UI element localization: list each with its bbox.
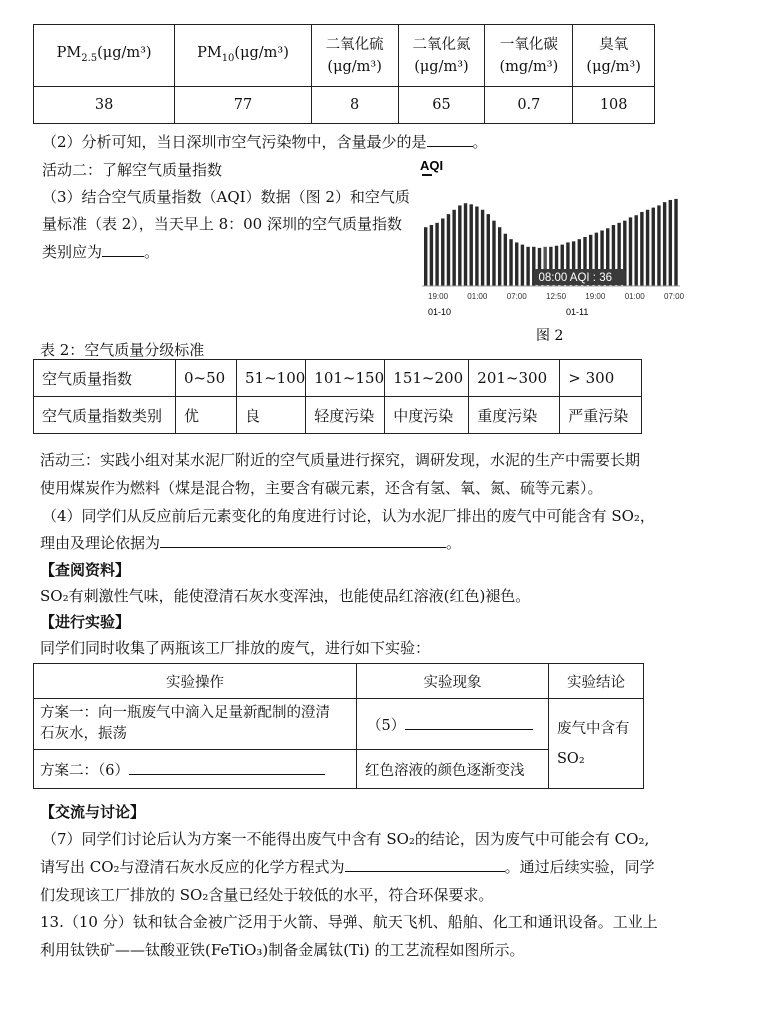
- header-o3: 臭氧 (μg/m³): [573, 25, 655, 87]
- pollutant-table: [33, 24, 655, 124]
- question-3-line1: （3）结合空气质量指数（AQI）数据（图 2）和空气质: [42, 188, 410, 206]
- chart-bar: [458, 205, 461, 286]
- chart-bar: [657, 205, 660, 286]
- x-tick-label: 07:00: [506, 292, 527, 301]
- table-header-row: [34, 664, 644, 699]
- question-4-line1: （4）同学们从反应前后元素变化的角度进行讨论，认为水泥厂排出的废气中可能含有 SO₂，: [42, 507, 655, 525]
- table-header-row: [34, 25, 655, 87]
- header-pm25: $PM_{2.5}(\mu g/m^3)$: [34, 25, 175, 87]
- plan-1-cell: 方案一：向一瓶废气中滴入足量新配制的澄清 石灰水，振荡: [34, 699, 357, 750]
- question-7-line1: （7）同学们讨论后认为方案一不能得出废气中含有 SO₂的结论，因为废气中可能会有 CO₂,: [42, 830, 650, 848]
- value-co: 0.7: [485, 87, 573, 124]
- conclusion-cell: 废气中含有 SO₂: [549, 699, 644, 789]
- table-cell: 空气质量指数类别: [34, 397, 176, 434]
- header-co: 一氧化碳 (mg/m³): [485, 25, 573, 87]
- answer-blank-6[interactable]: [129, 760, 325, 775]
- answer-blank-5[interactable]: [405, 715, 533, 730]
- table-cell: 空气质量指数: [34, 360, 176, 397]
- activity-2-heading: 活动二：了解空气质量指数: [42, 161, 223, 179]
- value-pm25: 38: [34, 87, 175, 124]
- answer-5-cell: （5）: [357, 699, 549, 750]
- chart-bar: [424, 227, 427, 286]
- activity-3-line2: 使用煤炭作为燃料（煤是混合物，主要含有碳元素，还含有氢、氧、氮、硫等元素）。: [40, 479, 603, 497]
- chart-bar: [498, 227, 501, 286]
- chart-tooltip: [533, 269, 625, 285]
- chart-bar: [629, 217, 632, 286]
- question-4-line2: 理由及理论依据为 。: [40, 534, 462, 552]
- date-label-0111: 01-11: [566, 307, 589, 317]
- header-no2: 二氧化氮 (μg/m³): [398, 25, 485, 87]
- table-2-title: 表 2：空气质量分级标准: [40, 341, 205, 359]
- table-cell: 严重污染: [560, 397, 642, 434]
- aqi-standard-table: [33, 359, 642, 434]
- chart-bar: [646, 210, 649, 286]
- answer-blank-4[interactable]: [160, 533, 446, 548]
- chart-bar: [470, 204, 473, 286]
- x-tick-label: 01:00: [467, 292, 488, 301]
- value-no2: 65: [398, 87, 485, 124]
- table-row: [34, 87, 655, 124]
- chart-bar: [526, 247, 529, 286]
- chart-bar: [487, 214, 490, 286]
- header-so2: 二氧化硫 (μg/m³): [311, 25, 398, 87]
- activity-3-line1: 活动三：实践小组对某水泥厂附近的空气质量进行探究，调研发现，水泥的生产中需要长期: [40, 451, 641, 469]
- chart-bar: [492, 221, 495, 286]
- x-tick-label: 19:00: [428, 292, 449, 301]
- date-label-0110: 01-10: [428, 307, 452, 317]
- reference-text: SO₂有刺激性气味，能使澄清石灰水变浑浊，也能使品红溶液(红色)褪色。: [40, 587, 531, 605]
- chart-bar: [435, 223, 438, 286]
- chart-bar: [475, 207, 478, 286]
- table-cell: 51~100: [237, 360, 306, 397]
- experiment-table: [33, 663, 644, 789]
- header-conclusion: 实验结论: [549, 664, 644, 699]
- experiment-text: 同学们同时收集了两瓶该工厂排放的废气，进行如下实验：: [40, 639, 431, 657]
- x-tick-label: 01:00: [624, 292, 645, 301]
- chart-bar: [504, 234, 507, 286]
- chart-bar: [669, 200, 672, 286]
- chart-bar: [464, 203, 467, 286]
- discussion-heading: 【交流与讨论】: [40, 803, 146, 821]
- table-cell: > 300: [560, 360, 642, 397]
- answer-blank-2[interactable]: [427, 132, 473, 147]
- header-phenomenon: 实验现象: [357, 664, 549, 699]
- chart-bar: [640, 212, 643, 286]
- chart-title: AQI: [420, 158, 444, 173]
- question-3-line3: 类别应为 。: [42, 243, 160, 261]
- table-cell: 轻度污染: [306, 397, 385, 434]
- table-cell: 151~200: [385, 360, 469, 397]
- question-3-line2: 量标准（表 2），当天早上 8：00 深圳的空气质量指数: [42, 215, 402, 233]
- question-7-line3: 们发现该工厂排放的 SO₂含量已经处于较低的水平，符合环保要求。: [40, 886, 494, 904]
- chart-bar: [452, 210, 455, 286]
- table-cell: 良: [237, 397, 306, 434]
- x-tick-label: 07:00: [664, 292, 685, 301]
- chart-bar: [447, 214, 450, 286]
- reference-heading: 【查阅资料】: [40, 561, 131, 579]
- figure-caption: 图 2: [536, 328, 564, 344]
- chart-bar: [652, 208, 655, 286]
- tooltip-text: 08:00 AQI : 36: [538, 272, 612, 284]
- chart-bar: [481, 210, 484, 286]
- chart-bar: [509, 239, 512, 286]
- aqi-chart: [418, 158, 688, 348]
- chart-bar: [430, 225, 433, 286]
- answer-blank-7[interactable]: [345, 857, 505, 872]
- x-tick-label: 19:00: [585, 292, 606, 301]
- plan-2-cell: 方案二：（6）: [34, 750, 357, 789]
- table-row: [34, 699, 644, 750]
- table-row: [34, 397, 642, 434]
- header-operation: 实验操作: [34, 664, 357, 699]
- chart-bar: [441, 218, 444, 286]
- answer-blank-3[interactable]: [102, 242, 144, 257]
- x-tick-label: 12:50: [546, 292, 567, 301]
- table-cell: 0~50: [176, 360, 237, 397]
- table-row: [34, 360, 642, 397]
- value-pm10: 77: [175, 87, 312, 124]
- chart-bar: [674, 199, 677, 286]
- chart-bar: [634, 215, 637, 286]
- x-tick-labels: [428, 292, 685, 301]
- header-pm10: $PM_{10}(\mu g/m^3)$: [175, 25, 312, 87]
- table-cell: 中度污染: [385, 397, 469, 434]
- chart-bar: [663, 202, 666, 286]
- chart-bar: [515, 242, 518, 286]
- chart-bar: [521, 245, 524, 286]
- value-o3: 108: [573, 87, 655, 124]
- experiment-heading: 【进行实验】: [40, 613, 131, 631]
- question-2: （2）分析可知，当日深圳市空气污染物中，含量最少的是 。: [42, 133, 488, 151]
- question-13-line2: 利用钛铁矿——钛酸亚铁(FeTiO₃)制备金属钛(Ti) 的工艺流程如图所示。: [40, 941, 525, 959]
- value-so2: 8: [311, 87, 398, 124]
- table-cell: 101~150: [306, 360, 385, 397]
- table-cell: 重度污染: [469, 397, 560, 434]
- table-cell: 优: [176, 397, 237, 434]
- question-7-line2: 请写出 CO₂与澄清石灰水反应的化学方程式为 。通过后续实验，同学: [40, 858, 655, 876]
- question-13-line1: 13.（10 分）钛和钛合金被广泛用于火箭、导弹、航天飞机、船舶、化工和通讯设备。工业上: [40, 913, 658, 931]
- table-cell: 201~300: [469, 360, 560, 397]
- phenomenon-2-cell: 红色溶液的颜色逐渐变浅: [357, 750, 549, 789]
